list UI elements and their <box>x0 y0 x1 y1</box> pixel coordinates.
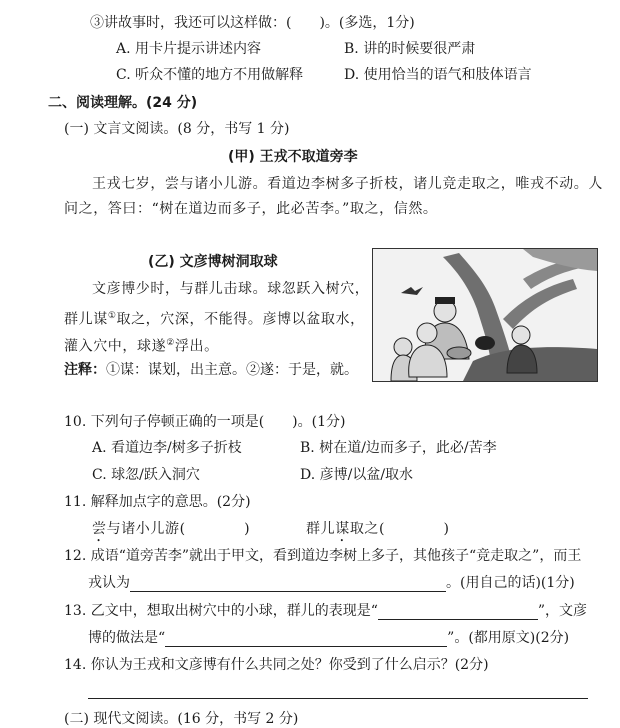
q14-stem: 14. 你认为王戎和文彦博有什么共同之处？你受到了什么启示？(2分) <box>64 657 489 673</box>
q10-option-c: C. 球忽/跃入洞穴 <box>92 467 200 483</box>
q13-answer-blank-2[interactable] <box>165 632 447 647</box>
q11-item-2: 群儿谋取之( ) <box>306 521 450 537</box>
q14-answer-line[interactable] <box>88 698 588 699</box>
q10-option-b: B. 树在道/边而多子，此必/苦李 <box>300 440 497 456</box>
q11-stem: 11. 解释加点字的意思。(2分) <box>64 494 251 510</box>
passage-b-title: (乙) 文彦博树洞取球 <box>148 254 278 270</box>
passage-a-line-2: 问之，答曰：“树在道边而多子，此必苦李。”取之，信然。 <box>64 201 438 217</box>
q11-item-1: 尝与诸小儿游( ) <box>92 521 251 537</box>
passage-b-line-1: 文彦博少时，与群儿击球。球忽跃入树穴， <box>92 281 370 297</box>
q12-line-1: 12. 成语“道旁苦李”就出于甲文，看到道边李树上多子，其他孩子“竞走取之”，而王 <box>64 548 582 564</box>
q9-option-c: C. 听众不懂的地方不用做解释 <box>116 67 304 83</box>
passage-a-title: (甲) 王戎不取道旁李 <box>228 149 358 165</box>
q10-stem: 10. 下列句子停顿正确的一项是( )。(1分) <box>64 414 346 430</box>
passage-a-line-1: 王戎七岁，尝与诸小儿游。看道边李树多子折枝，诸儿竞走取之，唯戎不动。人 <box>92 176 603 192</box>
part-2-title: (二) 现代文阅读。(16 分，书写 2 分) <box>64 711 299 727</box>
q13-line-2: 博的做法是“ ”。(都用原文)(2分) <box>88 630 570 646</box>
section-2-title: 二、阅读理解。(24 分) <box>48 95 198 111</box>
q12-line-2: 戎认为 。(用自己的话)(1分) <box>88 575 575 591</box>
passage-b-line-3: 灌入穴中，球遂②浮出。 <box>64 338 219 355</box>
q9-option-a: A. 用卡片提示讲述内容 <box>116 41 262 57</box>
passage-b-note: 注释：①谋：谋划，出主意。②遂：于是，就。 <box>64 362 358 378</box>
q13-line-1: 13. 乙文中，想取出树穴中的小球，群儿的表现是“ ”，文彦 <box>64 603 588 619</box>
footnote-1-marker: ① <box>107 311 117 321</box>
q9-option-d: D. 使用恰当的语气和肢体语言 <box>344 67 532 83</box>
q13-answer-blank-1[interactable] <box>378 605 538 620</box>
part-1-title: (一) 文言文阅读。(8 分，书写 1 分) <box>64 121 290 137</box>
q12-answer-blank[interactable] <box>130 577 446 592</box>
q9-option-b: B. 讲的时候要很严肃 <box>344 41 476 57</box>
q10-option-a: A. 看道边李/树多子折枝 <box>92 440 242 456</box>
illustration-boys-tree <box>372 248 598 382</box>
passage-b-line-2: 群儿谋①取之，穴深，不能得。彦博以盆取水， <box>64 311 365 328</box>
footnote-2-marker: ② <box>166 338 175 348</box>
q10-option-d: D. 彦博/以盆/取水 <box>300 467 414 483</box>
q9-stem: ③讲故事时，我还可以这样做：( )。(多选，1分) <box>90 15 415 31</box>
